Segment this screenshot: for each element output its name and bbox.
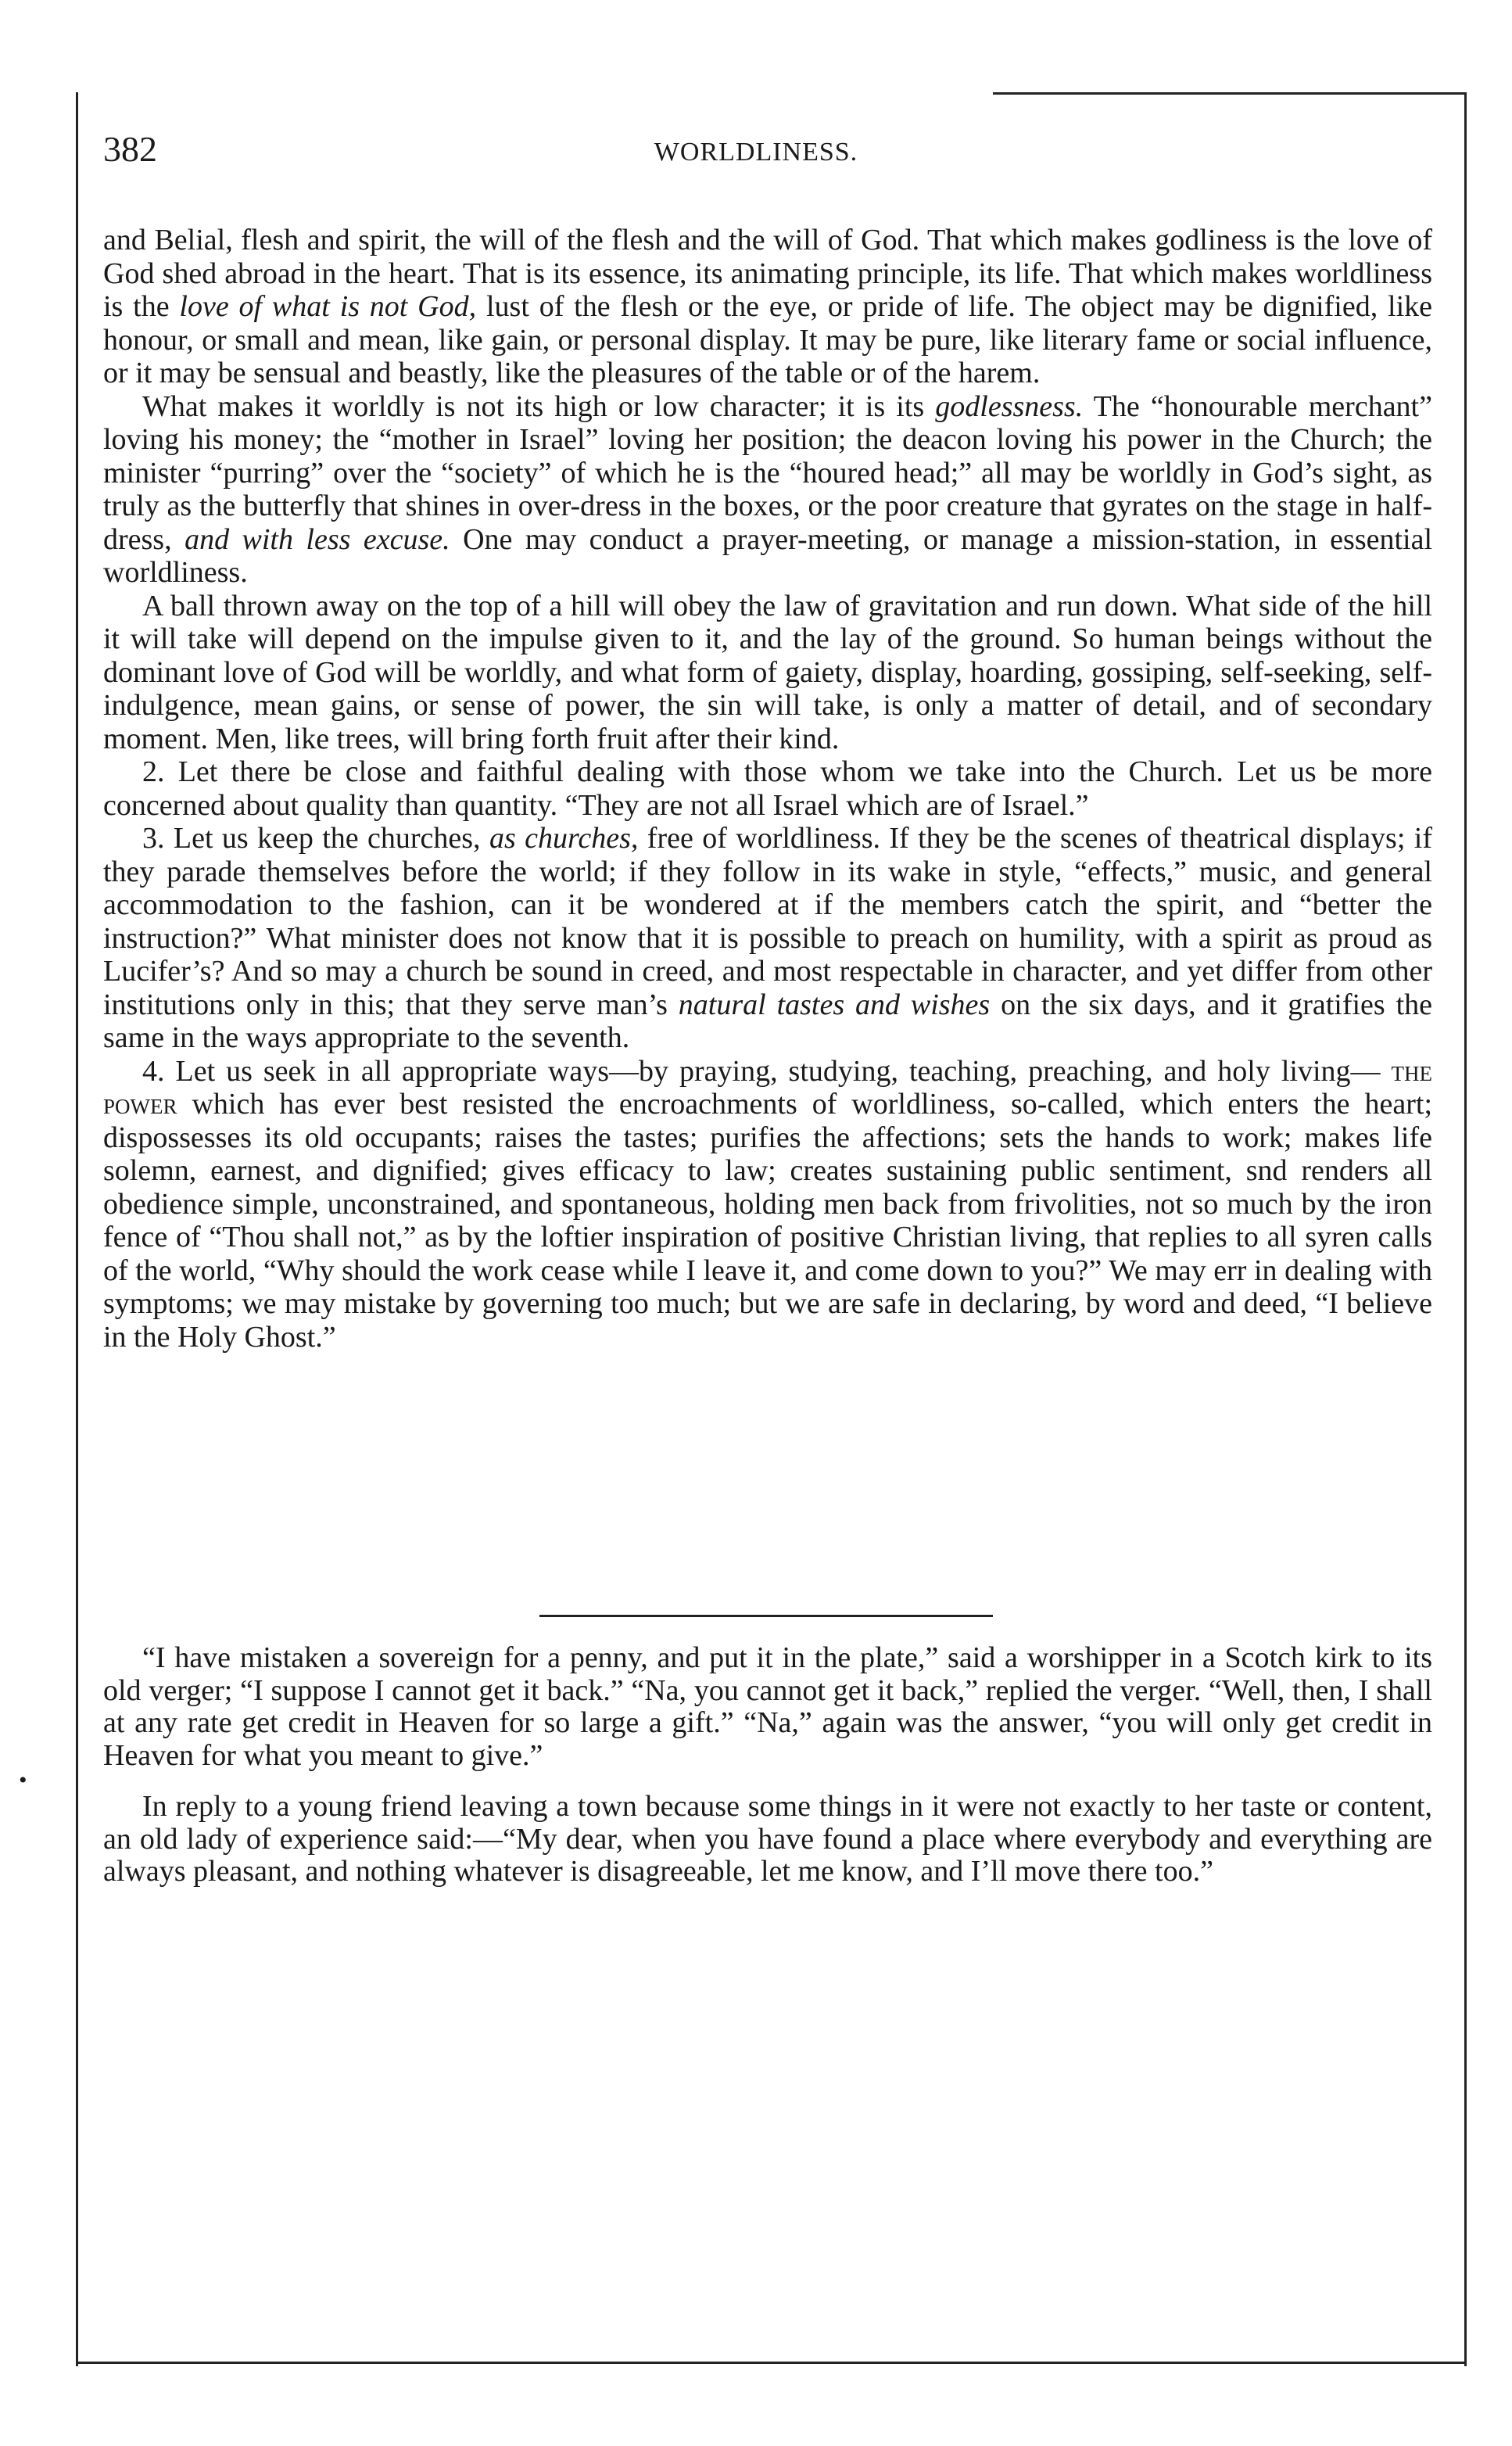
left-border-rule	[76, 92, 78, 2366]
paragraph-5-text-mid: free of worldliness. If they be the scenes of theatrical displays; if they parade themselves before the world; if they follow in its wake in style, “effects,” music, and general accommodation to the fashion, can it be wondered at if the members catch the spirit, and “better the instruction?” What minister does not know that it is possible to preach on humility, with a spirit as proud as Lucifer’s? And so may a church be sound in creed, and most respectable in character, and yet differ from other institutions only in this; that they serve man’s	[103, 822, 1433, 1021]
paragraph-4: 2. Let there be close and faithful dealing with those whom we take into the Church. Let us be more concerned about quality than quantity. “They are not all Israel which are of Israel.”	[103, 755, 1432, 822]
bottom-border-rule	[76, 2362, 1467, 2364]
paragraph-2-text-mid: The “honourable merchant” loving his money; the “mother in Israel” loving her position; the deacon loving his power in the Church; the minister “purring” over the “society” of which he is the “houred head;” all may be worldly in God’s sight, as truly as the butterfly that shines in over-dress in the boxes, or the poor creature that gyrates on the stage in half-dress,	[103, 389, 1432, 556]
paragraph-6	[103, 1055, 1432, 1354]
paragraph-5-text: 3. Let us keep the churches,	[142, 822, 481, 855]
paragraph-5	[103, 822, 1432, 1055]
margin-dot: •	[19, 1767, 27, 1793]
paragraph-2-italic-2: and with less excuse.	[185, 522, 450, 556]
paragraph-3: A ball thrown away on the top of a hill will obey the law of gravitation and run down. What side of the hill it will take will depend on the impulse given to it, and the lay of the ground. So human beings without the dominant love of God will be worldly, and what form of gaiety, display, hoarding, gossiping, self-seeking, self-indulgence, mean gains, or sense of power, the sin will take, is only a matter of detail, and of secondary moment. Men, like trees, will bring forth fruit after their kind.	[103, 589, 1432, 755]
paragraph-1-text-end: lust of the flesh or the eye, or pride of life. The object may be dignified, like honour, or small and mean, like gain, or personal display. It may be pure, like literary fame or social influence, or it may be sensual and beastly, like the pleasures of the table or of the harem.	[103, 290, 1432, 389]
running-head: WORLDLINESS.	[654, 138, 858, 167]
paragraph-6-small-caps: the power	[103, 1054, 1432, 1121]
paragraph-6-text: 4. Let us seek in all appropriate ways—by praying, studying, teaching, preaching, and holy living—	[142, 1054, 1381, 1088]
anecdotes	[103, 1642, 1432, 1907]
main-text	[103, 224, 1432, 1354]
paragraph-2-text-end: One may conduct a prayer-meeting, or manage a mission-station, in essential worldliness.	[103, 522, 1433, 589]
paragraph-2-italic-1: godlessness.	[935, 389, 1084, 423]
paragraph-5-italic-2: natural tastes and wishes	[678, 988, 991, 1021]
right-border-rule	[1464, 92, 1467, 2366]
paragraph-2-text: What makes it worldly is not its high or low character; it is its	[142, 389, 925, 423]
paragraph-6-text-end: which has ever best resisted the encroachments of worldliness, so-called, which enters the heart; dispossesses its old occupants; raises the tastes; purifies the affections; sets the hands to work; makes life solemn, earnest, and dignified; gives efficacy to law; creates sustaining public sentiment, snd renders all obedience simple, unconstrained, and spontaneous, holding men back from frivolities, not so much by the iron fence of “Thou shall not,” as by the loftier inspiration of positive Christian living, that replies to all syren calls of the world, “Why should the work cease while I leave it, and come down to you?” We may err in dealing with symptoms; we may mistake by governing too much; but we are safe in declaring, by word and deed, “I believe in the Holy Ghost.”	[103, 1088, 1433, 1354]
paragraph-1-italic: love of what is not God,	[179, 290, 477, 323]
anecdote-1: “I have mistaken a sovereign for a penny, and put it in the plate,” said a worshipper in a Scotch kirk to its old verger; “I suppose I cannot get it back.” “Na, you cannot get it back,” replied the verger. “Well, then, I shall at any rate get credit in Heaven for so large a gift.” “Na,” again was the answer, “you will only get credit in Heaven for what you meant to give.”	[103, 1641, 1432, 1772]
section-separator	[539, 1615, 993, 1617]
anecdote-2: In reply to a young friend leaving a town because some things in it were not exactly to her taste or content, an old lady of experience said:—“My dear, when you have found a place where everybody and everything are always pleasant, and nothing whatever is disagreeable, let me know, and I’ll move there too.”	[103, 1790, 1432, 1888]
paragraph-5-italic-1: as churches,	[489, 822, 639, 855]
paragraph-1	[103, 224, 1432, 390]
page-number: 382	[103, 129, 157, 169]
top-border-rule	[993, 92, 1467, 95]
paragraph-5-text-end: on the six days, and it gratifies the same in the ways appropriate to the seventh.	[103, 988, 1432, 1054]
paragraph-1-text: and Belial, flesh and spirit, the will of the flesh and the will of God. That which makes godliness is the love of God shed abroad in the heart. That is its essence, its animating principle, its life. That which makes worldliness is the	[103, 224, 1432, 323]
paragraph-2	[103, 390, 1432, 590]
